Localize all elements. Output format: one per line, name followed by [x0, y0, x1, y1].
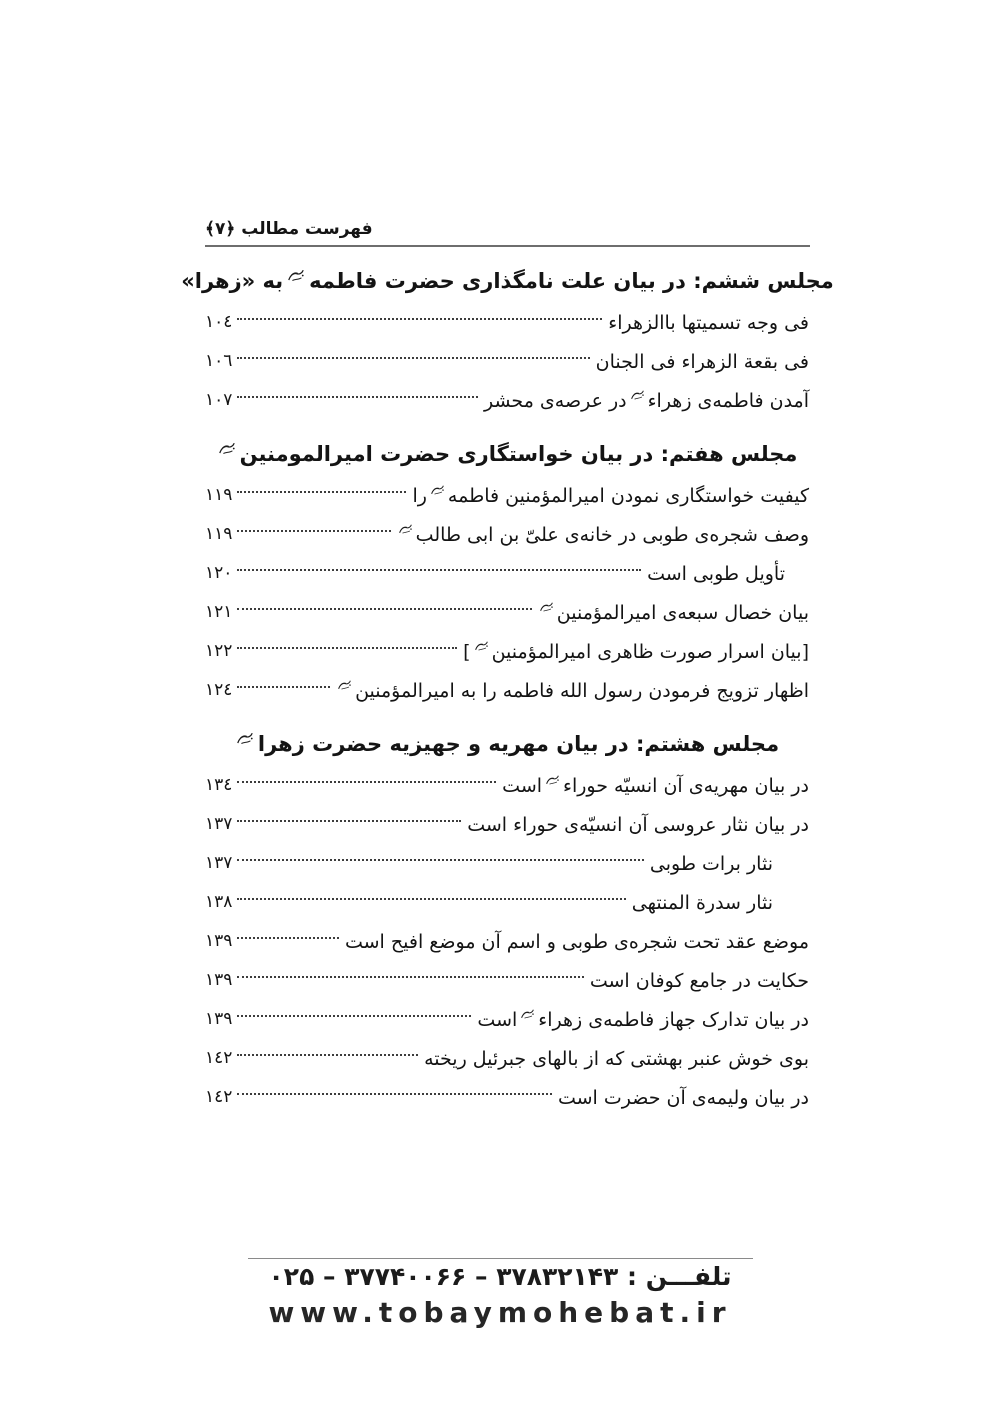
- toc-entry-title: [537, 602, 810, 624]
- toc-entry-page: ١٠٦: [205, 351, 233, 371]
- toc-entry: [205, 883, 810, 922]
- phone-line: تلفـــن : ۳۷۸۳۲۱۴۳ – ۳۷۷۴۰۰۶۶ – ۰۲۵: [268, 1262, 732, 1291]
- section-heading: [205, 722, 810, 766]
- alayha-salam-icon: [520, 1009, 535, 1020]
- toc-entry-text: نثار برات طوبی: [649, 852, 773, 875]
- toc-entry-text: کیفیت خواستگاری نمودن امیرالمؤمنین فاطمه: [447, 484, 809, 507]
- website-url: www.tobaymohebat.ir: [268, 1296, 732, 1329]
- toc-entry-title: [423, 1048, 810, 1070]
- toc-entry: [205, 1039, 810, 1078]
- dotted-leader: [237, 859, 644, 861]
- toc-entry-page: ١١٩: [205, 524, 233, 544]
- toc-entry-page: ١٤٢: [205, 1087, 233, 1107]
- alayha-salam-icon: [539, 602, 554, 613]
- toc-entry-text: فی بقعة الزهراء فی الجنان: [595, 350, 809, 373]
- toc-sections: [181, 259, 834, 1117]
- toc-entry-page: ١٢١: [205, 602, 233, 622]
- alayha-salam-icon: [236, 732, 254, 746]
- toc-entry-text: بوی خوش عنبر بهشتی که از بالهای جبرئیل ریخته: [424, 1047, 809, 1070]
- section-heading: [205, 432, 810, 476]
- toc-entry-title: [589, 970, 810, 992]
- toc-entry-text: ]: [463, 640, 471, 663]
- alayha-salam-icon: [630, 390, 645, 401]
- toc-entry-page: ١٣٨: [205, 892, 233, 912]
- toc-entry-text: است: [502, 774, 543, 797]
- toc-entry-page: ١٣٩: [205, 931, 233, 951]
- toc-entry-text: است: [477, 1008, 518, 1031]
- footer-rule: [248, 1258, 753, 1259]
- toc-entry-title: [466, 814, 810, 836]
- toc-entry: [205, 766, 810, 805]
- toc-entry-page: ١٠٤: [205, 312, 233, 332]
- toc-entry-text: وصف شجره‌ی طوبی در خانه‌ی علیّ بن ابی طالب: [415, 523, 809, 546]
- toc-entry-text: را: [412, 484, 427, 507]
- toc-entry-text: آمدن فاطمه‌ی زهراء: [647, 389, 809, 412]
- section-heading: [181, 259, 834, 303]
- toc-entry-page: ١٣٩: [205, 1009, 233, 1029]
- toc-entry-title: [557, 1087, 810, 1109]
- alayha-salam-icon: [287, 269, 305, 283]
- toc-entry-title: [344, 931, 810, 953]
- header-rule: [205, 245, 810, 247]
- toc-entry-title: [483, 390, 810, 412]
- toc-entry: [205, 1000, 810, 1039]
- alayha-salam-icon: [218, 442, 236, 456]
- toc-entry: [205, 303, 810, 342]
- alayha-salam-icon: [545, 775, 560, 786]
- toc-entry-text: در بیان ولیمه‌ی آن حضرت است: [557, 1086, 809, 1109]
- dotted-leader: [237, 976, 583, 978]
- toc-entry: [205, 593, 810, 632]
- toc-entry-text: در عرصه‌ی محشر: [484, 389, 627, 412]
- section-heading-text: مجلس ششم: در بیان علت نامگذاری حضرت فاطمه: [309, 269, 834, 293]
- toc-entry-text: در بیان مهریه‌ی آن انسیّه حوراء: [563, 774, 809, 797]
- toc-entry: [205, 844, 810, 883]
- dotted-leader: [237, 820, 461, 822]
- toc-entry-title: [607, 312, 810, 334]
- toc-entry-page: ١٠٧: [205, 390, 233, 410]
- toc-entry-page: ١٣٧: [205, 853, 233, 873]
- page-number: ﴿٧﴾: [205, 219, 236, 239]
- dotted-leader: [237, 530, 390, 532]
- toc-entry-text: نثار سدرة المنتهی: [631, 891, 773, 914]
- dotted-leader: [237, 781, 496, 783]
- footer: [0, 1258, 1000, 1329]
- dotted-leader: [237, 318, 602, 320]
- toc-entry-text: موضع عقد تحت شجره‌ی طوبی و اسم آن موضع افیح است: [344, 930, 809, 953]
- alayha-salam-icon: [398, 524, 413, 535]
- toc-entry-title: [595, 351, 810, 373]
- toc-entry-title: [396, 524, 810, 546]
- toc-entry-title: [501, 775, 810, 797]
- toc-entry: [205, 342, 810, 381]
- toc-entry-title: [335, 680, 810, 702]
- dotted-leader: [237, 357, 589, 359]
- toc-entry: [205, 922, 810, 961]
- dotted-leader: [237, 937, 339, 939]
- toc-entry-text: اظهار تزویج فرمودن رسول الله فاطمه را به امیرالمؤمنین: [355, 679, 809, 702]
- toc-entry-title: [646, 563, 786, 585]
- toc-entry-page: ١٢٢: [205, 641, 233, 661]
- dotted-leader: [237, 647, 457, 649]
- dotted-leader: [237, 491, 406, 493]
- toc-entry-page: ١٢٤: [205, 680, 233, 700]
- toc-entry-page: ١٢٠: [205, 563, 233, 583]
- content-column: [181, 218, 834, 1117]
- toc-entry-page: ١٤٢: [205, 1048, 233, 1068]
- toc-entry-page: ١١٩: [205, 485, 233, 505]
- toc-entry-text: حکایت در جامع کوفان است: [589, 969, 809, 992]
- dotted-leader: [237, 1054, 418, 1056]
- toc-entry: [205, 554, 810, 593]
- toc-entry-title: [649, 853, 774, 875]
- toc-entry-page: ١٣٩: [205, 970, 233, 990]
- toc-entry-text: در بیان تدارک جهاز فاطمه‌ی زهراء: [538, 1008, 809, 1031]
- running-head: [205, 218, 810, 245]
- toc-entry-title: [462, 641, 810, 663]
- alayha-salam-icon: [430, 485, 445, 496]
- toc-entry-text: بیان خصال سبعه‌ی امیرالمؤمنین: [556, 601, 809, 624]
- dotted-leader: [237, 569, 641, 571]
- dotted-leader: [237, 898, 625, 900]
- section-heading-text: مجلس هشتم: در بیان مهریه و جهیزیه حضرت زهرا: [257, 732, 780, 756]
- toc-entry-page: ١٣٧: [205, 814, 233, 834]
- section-heading-text: به «زهرا»: [181, 269, 284, 293]
- toc-entry: [205, 805, 810, 844]
- toc-entry: [205, 381, 810, 420]
- toc-entry-page: ١٣٤: [205, 775, 233, 795]
- alayha-salam-icon: [337, 680, 352, 691]
- toc-entry: [205, 515, 810, 554]
- toc-entry: [205, 632, 810, 671]
- dotted-leader: [237, 1015, 471, 1017]
- dotted-leader: [237, 1093, 552, 1095]
- toc-entry-text: تأویل طوبی است: [647, 562, 785, 585]
- toc-entry-title: [411, 485, 810, 507]
- toc-entry-text: فی وجه تسمیتها باالزهراء: [608, 311, 809, 334]
- toc-entry-text: [بیان اسرار صورت ظاهری امیرالمؤمنین: [491, 640, 809, 663]
- toc-entry: [205, 476, 810, 515]
- section-heading-text: مجلس هفتم: در بیان خواستگاری حضرت امیرالمومنین: [239, 442, 798, 466]
- dotted-leader: [237, 686, 330, 688]
- dotted-leader: [237, 608, 531, 610]
- alayha-salam-icon: [474, 641, 489, 652]
- page-title: فهرست مطالب: [241, 219, 373, 239]
- toc-entry: [205, 671, 810, 710]
- toc-entry: [205, 961, 810, 1000]
- toc-entry-title: [476, 1009, 810, 1031]
- toc-entry-title: [631, 892, 774, 914]
- dotted-leader: [237, 396, 478, 398]
- toc-entry: [205, 1078, 810, 1117]
- toc-entry-text: در بیان نثار عروسی آن انسیّه‌ی حوراء است: [467, 813, 809, 836]
